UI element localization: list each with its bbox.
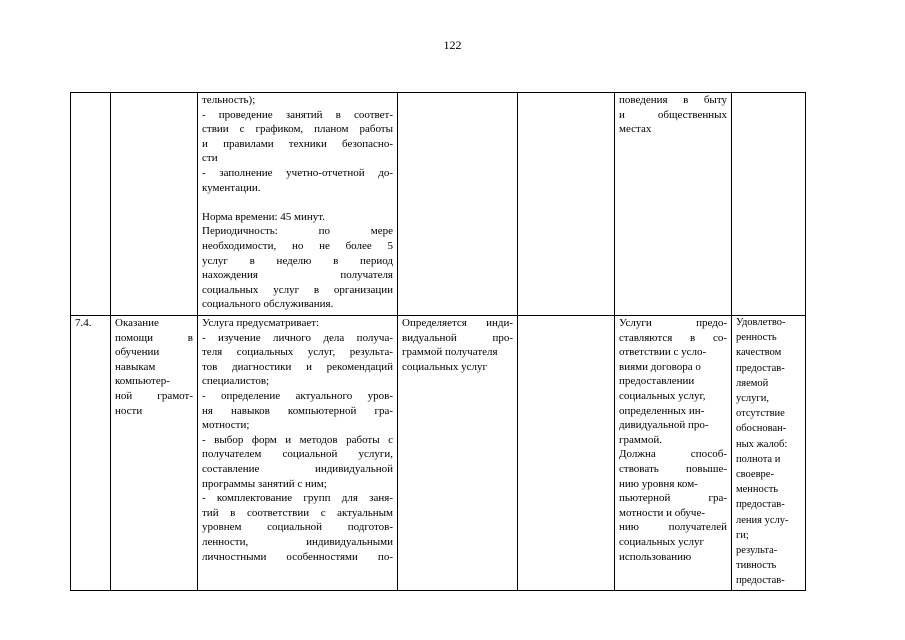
cell-conditions xyxy=(615,316,732,591)
service-table xyxy=(70,92,806,591)
cell-quality xyxy=(732,93,806,316)
quality-line: отсутствие xyxy=(736,408,785,420)
service-name-line: ной грамот- xyxy=(115,389,193,402)
service-name-line: помощи в xyxy=(115,331,193,344)
conditions-line: виями договора о xyxy=(619,360,701,373)
table-row xyxy=(71,93,806,316)
description-line: тов диагностики и рекомендаций xyxy=(202,360,393,373)
description-line: получателем социальной услуги, xyxy=(202,448,393,461)
conditions-line: ставляются в со- xyxy=(619,331,727,344)
volume-line: Определяется инди- xyxy=(402,317,513,329)
quality-line: предостав- xyxy=(736,575,785,587)
conditions-line: ствовать повыше- xyxy=(619,462,727,475)
cell-description xyxy=(198,93,398,316)
description-line: - выбор форм и методов работы с xyxy=(202,433,393,446)
quality-line: своевре- xyxy=(736,469,774,481)
conditions-line: граммой. xyxy=(619,433,662,446)
service-name-line: обучении xyxy=(115,346,160,359)
cell-description xyxy=(198,316,398,591)
quality-line: ления услу- xyxy=(736,514,789,526)
description-line: мотности; xyxy=(202,419,250,432)
description-line: - проведение занятий в соответ- xyxy=(202,108,393,121)
description-line: Услуга предусматривает: xyxy=(202,317,320,329)
description-line: программы занятий с ним; xyxy=(202,477,327,490)
cell-term xyxy=(518,316,615,591)
conditions-line: Услуги предо- xyxy=(619,317,727,329)
description-line: специалистов; xyxy=(202,375,270,388)
cell-conditions xyxy=(615,93,732,316)
quality-line: предостав- xyxy=(736,499,785,511)
quality-line: Удовлетво- xyxy=(736,317,786,328)
page-number: 122 xyxy=(443,38,462,52)
description-line: - комплектование групп для заня- xyxy=(202,492,393,505)
quality-line: полнота и xyxy=(736,453,781,465)
description-line: ствии с графиком, планом работы xyxy=(202,123,393,136)
cell-volume xyxy=(398,93,518,316)
cell-service-name xyxy=(111,316,198,591)
description-line: ня навыков компьютерной гра- xyxy=(202,404,393,417)
description-gap xyxy=(202,195,393,210)
conditions-line: дивидуальной про- xyxy=(619,419,709,432)
quality-line: тивность xyxy=(736,560,777,572)
cell-quality xyxy=(732,316,806,591)
description-line: нахождения получателя xyxy=(202,269,393,282)
quality-line: ренность xyxy=(736,332,777,344)
quality-line: ги; xyxy=(736,529,749,541)
description-line: социальных услуг в организации xyxy=(202,283,393,296)
conditions-line: социальных услуг, xyxy=(619,389,706,402)
description-line: тий в соответствии с актуальным xyxy=(202,506,393,519)
quality-line: предостав- xyxy=(736,362,785,374)
service-name-line: ности xyxy=(115,404,143,417)
conditions-line: определенных ин- xyxy=(619,404,705,417)
conditions-line: предоставлении xyxy=(619,375,695,388)
conditions-line: мотности и обуче- xyxy=(619,506,706,519)
conditions-line: пьютерной гра- xyxy=(619,492,727,505)
table-row xyxy=(71,316,806,591)
conditions-line: нию уровня ком- xyxy=(619,477,698,490)
conditions-line: социальных услуг xyxy=(619,535,705,548)
conditions-line: поведения в быту xyxy=(619,94,727,106)
conditions-line: ответствии с усло- xyxy=(619,346,707,359)
service-name-line: навыкам xyxy=(115,360,156,373)
quality-line: ных жалоб: xyxy=(736,438,788,450)
cell-number xyxy=(71,93,111,316)
conditions-line: и общественных xyxy=(619,108,727,121)
description-line: Периодичность: по мере xyxy=(202,225,393,238)
description-line: услуг в неделю в период xyxy=(202,254,393,267)
quality-line: результа- xyxy=(736,545,778,557)
quality-line: обоснован- xyxy=(736,423,787,435)
volume-line: видуальной про- xyxy=(402,331,513,344)
description-line: - определение актуального уров- xyxy=(202,389,393,402)
description-line: социального обслуживания. xyxy=(202,298,334,311)
description-line: уровнем социальной подготов- xyxy=(202,521,393,534)
cell-volume xyxy=(398,316,518,591)
description-line: и правилами техники безопасно- xyxy=(202,137,393,150)
service-name-line: Оказание xyxy=(115,317,159,329)
quality-line: ляемой xyxy=(736,377,769,389)
cell-service-name xyxy=(111,93,198,316)
description-line: тельность); xyxy=(202,94,256,106)
description-line: теля социальных услуг, результа- xyxy=(202,346,393,359)
conditions-line: использованию xyxy=(619,550,692,563)
cell-term xyxy=(518,93,615,316)
description-line: сти xyxy=(202,152,218,165)
quality-line: качеством xyxy=(736,347,782,359)
description-line: кументации. xyxy=(202,181,261,194)
volume-line: граммой получателя xyxy=(402,346,498,359)
description-line: необходимости, но не более 5 xyxy=(202,239,393,252)
cell-number: 7.4. xyxy=(71,316,111,591)
description-line: личностными особенностями по- xyxy=(202,550,393,563)
description-line: - заполнение учетно-отчетной до- xyxy=(202,166,393,179)
description-line: ленности, индивидуальными xyxy=(202,535,393,548)
description-line: Норма времени: 45 минут. xyxy=(202,210,326,223)
service-name-line: компьютер- xyxy=(115,375,170,388)
quality-line: услуги, xyxy=(736,393,769,405)
description-line: - изучение личного дела получа- xyxy=(202,331,393,344)
conditions-line: местах xyxy=(619,123,652,136)
quality-line: менность xyxy=(736,484,779,496)
conditions-line: нию получателей xyxy=(619,521,727,534)
conditions-line: Должна способ- xyxy=(619,448,727,461)
description-line: составление индивидуальной xyxy=(202,462,393,475)
volume-line: социальных услуг xyxy=(402,360,488,373)
